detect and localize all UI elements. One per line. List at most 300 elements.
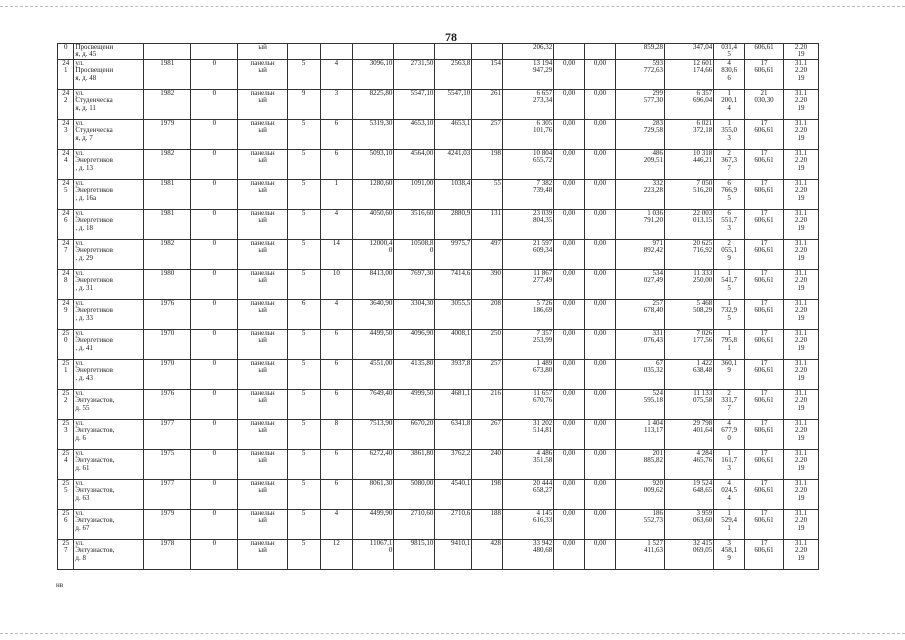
table-cell: 31.1 2.20 19 — [784, 479, 819, 509]
table-cell: панельн ый — [238, 329, 287, 359]
table-cell: 332 223,28 — [615, 179, 664, 209]
table-cell: 1970 — [144, 329, 191, 359]
table-cell: 0,00 — [585, 539, 616, 569]
table-cell: 19 524 648,65 — [665, 479, 714, 509]
table-cell: 0,00 — [585, 419, 616, 449]
table-cell: 2710,60 — [394, 509, 435, 539]
table-cell: ул. Энтузиастов, д. 6 — [74, 419, 144, 449]
table-cell: 4499,50 — [353, 329, 394, 359]
table-cell: 1 — [320, 179, 353, 209]
table-cell: 0,00 — [585, 119, 616, 149]
table-cell: 3516,60 — [394, 209, 435, 239]
table-cell: 6 — [287, 299, 320, 329]
table-cell: 31.1 2.20 19 — [784, 149, 819, 179]
table-cell: 4 — [320, 209, 353, 239]
table-cell: 0 — [191, 389, 238, 419]
table-cell: 0,00 — [585, 149, 616, 179]
table-cell: 3861,80 — [394, 449, 435, 479]
table-cell: 21 597 609,34 — [503, 239, 554, 269]
table-cell: 10508,8 0 — [394, 239, 435, 269]
table-row — [58, 419, 819, 449]
scan-edge-bottom — [0, 633, 905, 634]
table-cell: 5 468 508,29 — [665, 299, 714, 329]
table-cell: 25 5 — [58, 479, 74, 509]
table-cell: 67 035,32 — [615, 359, 664, 389]
table-cell: 9975,7 — [435, 239, 472, 269]
table-cell: 0,00 — [585, 269, 616, 299]
table-cell: 17 606,61 — [745, 479, 784, 509]
table-cell: 4241,03 — [435, 149, 472, 179]
table-cell: 208 — [472, 299, 503, 329]
table-cell: 198 — [472, 149, 503, 179]
table-cell: 24 5 — [58, 179, 74, 209]
table-cell: 31.1 2.20 19 — [784, 509, 819, 539]
table-cell: панельн ый — [238, 149, 287, 179]
table-cell: 0 — [58, 44, 74, 60]
table-cell: 55 — [472, 179, 503, 209]
table-cell: 24 1 — [58, 59, 74, 89]
table-cell: 17 606,61 — [745, 419, 784, 449]
table-cell: 17 606,61 — [745, 449, 784, 479]
table-cell: 21 030,30 — [745, 89, 784, 119]
table-cell: ул. Энергетиков , д. 16а — [74, 179, 144, 209]
table-cell: 6670,20 — [394, 419, 435, 449]
table-cell: 5080,00 — [394, 479, 435, 509]
table-cell: 534 027,49 — [615, 269, 664, 299]
table-cell: 0,00 — [554, 149, 585, 179]
table-cell: 31.1 2.20 19 — [784, 179, 819, 209]
table-cell: 0 — [191, 179, 238, 209]
table-cell: 24 3 — [58, 119, 74, 149]
table-cell: 4653,10 — [394, 119, 435, 149]
table-cell: 24 9 — [58, 299, 74, 329]
table-cell: 5 — [287, 509, 320, 539]
table-cell: 0,00 — [554, 539, 585, 569]
table-cell — [472, 44, 503, 60]
table-cell: 6 — [320, 329, 353, 359]
table-cell: 593 772,63 — [615, 59, 664, 89]
table-cell: 25 0 — [58, 329, 74, 359]
table-cell: 0 — [191, 479, 238, 509]
table-cell: 1975 — [144, 449, 191, 479]
table-cell: 1981 — [144, 179, 191, 209]
table-cell: панельн ый — [238, 299, 287, 329]
table-cell: 0,00 — [554, 479, 585, 509]
table-cell: 2880,9 — [435, 209, 472, 239]
table-cell: 0 — [191, 359, 238, 389]
table-cell: 4008,1 — [435, 329, 472, 359]
table-cell: 154 — [472, 59, 503, 89]
table-cell: 17 606,61 — [745, 509, 784, 539]
table-cell: 206,32 — [503, 44, 554, 60]
table-cell: 5 — [287, 209, 320, 239]
table-cell: 859,28 — [615, 44, 664, 60]
table-cell: 6 — [320, 149, 353, 179]
table-cell: 13 194 947,29 — [503, 59, 554, 89]
table-cell: 4 — [320, 509, 353, 539]
table-cell: 5 — [287, 539, 320, 569]
table-cell: 12000,4 0 — [353, 239, 394, 269]
table-cell: ул. Энергетиков , д. 43 — [74, 359, 144, 389]
table-cell: 24 4 — [58, 149, 74, 179]
table-cell: 8225,80 — [353, 89, 394, 119]
table-cell: 5 — [287, 329, 320, 359]
table-row — [58, 179, 819, 209]
table-cell: 17 606,61 — [745, 179, 784, 209]
table-cell: 0 — [191, 149, 238, 179]
table-cell: 0 — [191, 509, 238, 539]
table-cell: ул. Энтузиастов, д. 67 — [74, 509, 144, 539]
table-cell: ул. Студенческа я, д. 11 — [74, 89, 144, 119]
table-cell: 0 — [191, 449, 238, 479]
table-cell: 5 — [287, 59, 320, 89]
table-cell: 0,00 — [554, 89, 585, 119]
table-cell: 10 804 655,72 — [503, 149, 554, 179]
table-row — [58, 509, 819, 539]
table-cell: 428 — [472, 539, 503, 569]
table-cell: 971 892,42 — [615, 239, 664, 269]
table-cell: 0,00 — [585, 299, 616, 329]
table-cell: 6 766,9 5 — [714, 179, 745, 209]
table-cell: 1 795,8 1 — [714, 329, 745, 359]
table-cell: 0,00 — [585, 89, 616, 119]
table-cell: панельн ый — [238, 119, 287, 149]
table-cell: 1 541,7 5 — [714, 269, 745, 299]
table-cell: 25 7 — [58, 539, 74, 569]
table-cell — [353, 44, 394, 60]
table-cell: 32 415 069,05 — [665, 539, 714, 569]
table-cell: 6341,8 — [435, 419, 472, 449]
table-cell: 486 209,51 — [615, 149, 664, 179]
page-number: 78 — [445, 30, 457, 44]
table-cell: 0,00 — [585, 179, 616, 209]
data-table — [57, 43, 819, 570]
table-cell: 6 305 101,76 — [503, 119, 554, 149]
table-cell: ул. Энергетиков , д. 18 — [74, 209, 144, 239]
table-cell: 201 885,82 — [615, 449, 664, 479]
table-row — [58, 239, 819, 269]
table-row — [58, 209, 819, 239]
table-cell: 1091,00 — [394, 179, 435, 209]
table-cell: 10 — [320, 269, 353, 299]
table-cell: 1980 — [144, 269, 191, 299]
footer-mark: нв — [56, 581, 64, 589]
table-cell: 4564,00 — [394, 149, 435, 179]
table-cell: 8 — [320, 419, 353, 449]
table-cell: ул. Энергетиков , д. 41 — [74, 329, 144, 359]
table-cell: 12 — [320, 539, 353, 569]
table-cell: 12 601 174,66 — [665, 59, 714, 89]
table-row — [58, 149, 819, 179]
table-cell: 10 318 446,21 — [665, 149, 714, 179]
table-row — [58, 539, 819, 569]
table-cell: 9410,1 — [435, 539, 472, 569]
table-cell: 1280,60 — [353, 179, 394, 209]
table-cell: 0,00 — [554, 299, 585, 329]
table-cell: 0,00 — [554, 359, 585, 389]
table-cell: 331 076,43 — [615, 329, 664, 359]
table-cell: 0,00 — [585, 359, 616, 389]
table-cell: 7649,40 — [353, 389, 394, 419]
table-cell: 7513,90 — [353, 419, 394, 449]
table-cell: 31.1 2.20 19 — [784, 59, 819, 89]
table-cell: 0,00 — [585, 509, 616, 539]
table-cell: 5 — [287, 119, 320, 149]
table-cell: 25 1 — [58, 359, 74, 389]
table-cell: 0,00 — [554, 119, 585, 149]
table-cell: 0 — [191, 119, 238, 149]
table-cell: 5547,10 — [435, 89, 472, 119]
table-cell: 11 333 250,00 — [665, 269, 714, 299]
table-cell: 1038,4 — [435, 179, 472, 209]
table-cell: 2.20 19 — [784, 44, 819, 60]
table-cell — [554, 44, 585, 60]
table-cell: панельн ый — [238, 419, 287, 449]
table-cell: 4 830,6 6 — [714, 59, 745, 89]
table-cell: 1970 — [144, 359, 191, 389]
table-row — [58, 119, 819, 149]
table-cell: 0,00 — [554, 449, 585, 479]
table-cell: 31.1 2.20 19 — [784, 119, 819, 149]
table-cell: 1976 — [144, 299, 191, 329]
table-cell: 24 2 — [58, 89, 74, 119]
table-cell: 11 867 277,49 — [503, 269, 554, 299]
table-cell: 4 — [320, 59, 353, 89]
table-cell: 31.1 2.20 19 — [784, 539, 819, 569]
table-cell: 2710,6 — [435, 509, 472, 539]
table-cell: 29 798 401,64 — [665, 419, 714, 449]
table-cell: 25 3 — [58, 419, 74, 449]
table-cell: 6 551,7 3 — [714, 209, 745, 239]
table-cell: 4 677,9 0 — [714, 419, 745, 449]
table-cell: 1 527 411,63 — [615, 539, 664, 569]
table-cell: 24 7 — [58, 239, 74, 269]
table-cell: 1981 — [144, 209, 191, 239]
table-cell: 17 606,61 — [745, 59, 784, 89]
table-cell: 6 021 372,18 — [665, 119, 714, 149]
table-cell: 1 732,9 5 — [714, 299, 745, 329]
table-cell: 0,00 — [585, 389, 616, 419]
table-cell: 216 — [472, 389, 503, 419]
table-cell: 1982 — [144, 89, 191, 119]
table-cell: 1978 — [144, 539, 191, 569]
table-row — [58, 389, 819, 419]
table-cell: 6 — [320, 119, 353, 149]
table-cell: 0,00 — [554, 509, 585, 539]
table-cell: 4499,90 — [353, 509, 394, 539]
table-cell: ул. Энергетиков , д. 31 — [74, 269, 144, 299]
table-cell: Просвещени я, д. 45 — [74, 44, 144, 60]
table-cell: 283 729,58 — [615, 119, 664, 149]
table-cell: 524 595,18 — [615, 389, 664, 419]
table-cell: 4653,1 — [435, 119, 472, 149]
table-cell: 11067,1 0 — [353, 539, 394, 569]
table-cell: 5547,10 — [394, 89, 435, 119]
table-cell: панельн ый — [238, 89, 287, 119]
table-cell: 4 284 465,76 — [665, 449, 714, 479]
table-cell: панельн ый — [238, 389, 287, 419]
table-cell: 4 — [320, 299, 353, 329]
table-cell: 17 606,61 — [745, 209, 784, 239]
table-cell: 920 009,62 — [615, 479, 664, 509]
table-cell: 5 — [287, 389, 320, 419]
table-cell: 0 — [191, 89, 238, 119]
table-cell: панельн ый — [238, 509, 287, 539]
table-cell: 1981 — [144, 59, 191, 89]
table-cell: 8061,30 — [353, 479, 394, 509]
table-cell: 14 — [320, 239, 353, 269]
table-cell: 1979 — [144, 509, 191, 539]
table-cell: 0 — [191, 269, 238, 299]
table-cell: 7414,6 — [435, 269, 472, 299]
table-cell: 17 606,61 — [745, 239, 784, 269]
table-cell: 25 6 — [58, 509, 74, 539]
table-cell: 5 — [287, 449, 320, 479]
table-cell: 31 202 514,81 — [503, 419, 554, 449]
table-cell: 4551,00 — [353, 359, 394, 389]
table-cell: 1982 — [144, 149, 191, 179]
table-cell: 22 003 013,15 — [665, 209, 714, 239]
table-cell: 257 — [472, 359, 503, 389]
table-cell: 3096,10 — [353, 59, 394, 89]
table-cell — [394, 44, 435, 60]
table-cell: 7 382 739,48 — [503, 179, 554, 209]
table-cell: 1 355,0 3 — [714, 119, 745, 149]
table-cell: панельн ый — [238, 59, 287, 89]
table-cell: 2563,8 — [435, 59, 472, 89]
table-cell: 31.1 2.20 19 — [784, 209, 819, 239]
table-cell: 23 039 804,35 — [503, 209, 554, 239]
table-cell: 257 — [472, 119, 503, 149]
table-row — [58, 44, 819, 60]
table-cell: 0,00 — [585, 479, 616, 509]
data-table-container — [57, 43, 819, 570]
table-cell: 4 024,5 4 — [714, 479, 745, 509]
table-cell: ул. Студенческа я, д. 7 — [74, 119, 144, 149]
table-cell: 8413,00 — [353, 269, 394, 299]
table-cell: 390 — [472, 269, 503, 299]
table-row — [58, 299, 819, 329]
table-row — [58, 269, 819, 299]
table-cell: 250 — [472, 329, 503, 359]
table-cell: 3762,2 — [435, 449, 472, 479]
table-cell: 1977 — [144, 479, 191, 509]
table-cell: 1 161,7 3 — [714, 449, 745, 479]
table-cell: 6 — [320, 359, 353, 389]
table-cell: 7697,30 — [394, 269, 435, 299]
table-cell: 0 — [191, 419, 238, 449]
table-cell: 0 — [191, 539, 238, 569]
table-cell: 261 — [472, 89, 503, 119]
table-cell: 497 — [472, 239, 503, 269]
table-cell: 1979 — [144, 119, 191, 149]
table-cell: 4999,50 — [394, 389, 435, 419]
table-cell: ул. Энергетиков , д. 13 — [74, 149, 144, 179]
table-cell: 0,00 — [554, 269, 585, 299]
table-cell: ул. Просвещени я, д. 48 — [74, 59, 144, 89]
table-cell — [435, 44, 472, 60]
table-cell: 2 367,3 7 — [714, 149, 745, 179]
table-cell: 1 404 113,17 — [615, 419, 664, 449]
table-cell: 9815,10 — [394, 539, 435, 569]
table-cell: 5 — [287, 239, 320, 269]
table-cell: 7 357 253,99 — [503, 329, 554, 359]
table-cell: 5 — [287, 419, 320, 449]
table-cell: 1 422 638,48 — [665, 359, 714, 389]
table-cell: 1977 — [144, 419, 191, 449]
table-cell: 6272,40 — [353, 449, 394, 479]
table-cell: панельн ый — [238, 209, 287, 239]
table-cell: 347,04 — [665, 44, 714, 60]
table-cell: 186 552,73 — [615, 509, 664, 539]
table-row — [58, 479, 819, 509]
table-cell: ул. Энергетиков , д. 33 — [74, 299, 144, 329]
table-cell: 17 606,61 — [745, 269, 784, 299]
table-row — [58, 359, 819, 389]
table-cell: 1976 — [144, 389, 191, 419]
table-cell: 24 6 — [58, 209, 74, 239]
table-cell: 0,00 — [554, 419, 585, 449]
table-cell: 0,00 — [585, 209, 616, 239]
table-cell: 3 458,1 9 — [714, 539, 745, 569]
table-cell: 1 529,4 1 — [714, 509, 745, 539]
table-cell: 3055,5 — [435, 299, 472, 329]
table-cell: 31.1 2.20 19 — [784, 269, 819, 299]
table-cell: 0 — [191, 329, 238, 359]
table-cell: ул. Энтузиастов, д. 63 — [74, 479, 144, 509]
table-row — [58, 329, 819, 359]
table-cell: 31.1 2.20 19 — [784, 389, 819, 419]
table-cell: 24 8 — [58, 269, 74, 299]
table-cell: 2731,50 — [394, 59, 435, 89]
table-cell: 299 577,30 — [615, 89, 664, 119]
table-cell: ул. Энтузиастов, д. 61 — [74, 449, 144, 479]
table-row — [58, 59, 819, 89]
table-cell: 267 — [472, 419, 503, 449]
table-cell: ый — [238, 44, 287, 60]
table-cell: 606,61 — [745, 44, 784, 60]
table-cell: 6 657 273,34 — [503, 89, 554, 119]
table-cell: 0 — [191, 209, 238, 239]
table-cell: 25 4 — [58, 449, 74, 479]
table-cell: 6 — [320, 389, 353, 419]
table-cell: 0 — [191, 299, 238, 329]
table-cell: 198 — [472, 479, 503, 509]
table-cell: 0,00 — [554, 329, 585, 359]
table-cell: панельн ый — [238, 179, 287, 209]
table-cell: 1982 — [144, 239, 191, 269]
table-cell: 5 — [287, 359, 320, 389]
table-cell: 6 357 696,04 — [665, 89, 714, 119]
table-cell: 11 133 075,58 — [665, 389, 714, 419]
table-cell: 0 — [191, 239, 238, 269]
table-cell: 17 606,61 — [745, 299, 784, 329]
table-cell: 4050,60 — [353, 209, 394, 239]
table-cell: 0,00 — [585, 59, 616, 89]
table-cell: 17 606,61 — [745, 359, 784, 389]
table-cell: 0 — [191, 59, 238, 89]
table-cell — [144, 44, 191, 60]
table-cell: панельн ый — [238, 269, 287, 299]
table-cell: 7 026 177,56 — [665, 329, 714, 359]
table-cell — [287, 44, 320, 60]
table-cell: 0,00 — [554, 59, 585, 89]
table-cell: панельн ый — [238, 449, 287, 479]
table-cell: 5 — [287, 479, 320, 509]
table-cell — [191, 44, 238, 60]
table-cell: 4 145 616,33 — [503, 509, 554, 539]
table-cell: 31.1 2.20 19 — [784, 359, 819, 389]
